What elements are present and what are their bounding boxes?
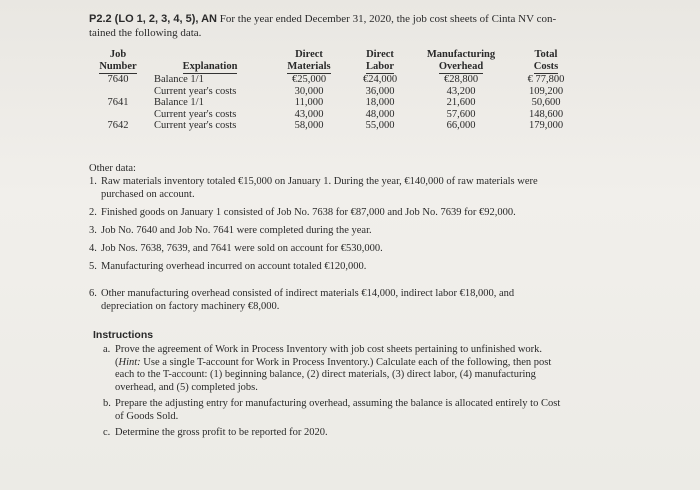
- instruction-b: b. Prepare the adjusting entry for manufacturing overhead, assuming the balance is allocated entirely to Cost of Goods Sold.: [103, 398, 561, 422]
- problem-intro-cont: tained the following data.: [89, 27, 202, 39]
- instruction-a: a. Prove the agreement of Work in Process Inventory with job cost sheets pertaining to unfinished work. (Hint: Use a single T-account for Work in Process Inventory.) Calculate each of the following, then post each to the T-account: (1) beginning balance, (2) direct materials, (3) direct labor, (4) manufacturing overhead, and (5) completed jobs.: [103, 344, 552, 393]
- other-data-section: [89, 162, 559, 318]
- list-item: 6. Other manufacturing overhead consisted of indirect materials €14,000, indirect labor €18,000, and depreciation on factory machinery €8,000.: [89, 288, 515, 312]
- table-row: 7641 Balance 1/1 Current year's costs 11,000 43,000 18,000 48,000 21,600 57,600 50,600 148,600: [107, 97, 564, 120]
- table-row: 7640 Balance 1/1 Current year's costs €25,000 30,000 €24,000 36,000 €28,800 43,200 € 77,800 109,200: [107, 74, 565, 97]
- col-manufacturing-overhead: Manufacturing Overhead: [412, 49, 510, 74]
- col-direct-labor: Direct Labor: [348, 49, 412, 74]
- instructions-section: [103, 344, 563, 444]
- list-item: 4. Job Nos. 7638, 7639, and 7641 were sold on account for €530,000.: [89, 243, 383, 254]
- problem-code: P2.2 (LO 1, 2, 3, 4, 5), AN: [89, 13, 217, 25]
- list-item: 3. Job No. 7640 and Job No. 7641 were completed during the year.: [89, 225, 372, 236]
- list-item: 5. Manufacturing overhead incurred on account totaled €120,000.: [89, 261, 367, 272]
- col-total-costs: Total Costs: [510, 49, 582, 74]
- list-item: 2. Finished goods on January 1 consisted of Job No. 7638 for €87,000 and Job No. 7639 for €92,000.: [89, 207, 516, 218]
- other-data-title: Other data:: [89, 163, 136, 174]
- table-header-row: [86, 49, 582, 74]
- table-row: 7642 Current year's costs 58,000 55,000 66,000 179,000: [107, 120, 564, 131]
- list-item: 1. Raw materials inventory totaled €15,000 on January 1. During the year, €140,000 of raw materials were purchased on account.: [89, 176, 538, 200]
- problem-heading: [89, 12, 559, 40]
- col-job-number: Job Number: [86, 49, 150, 74]
- instruction-c: c. Determine the gross profit to be reported for 2020.: [103, 427, 328, 438]
- problem-intro: For the year ended December 31, 2020, the job cost sheets of Cinta NV con-: [219, 13, 557, 25]
- col-explanation: Explanation: [150, 49, 270, 74]
- other-data-list: [89, 175, 559, 313]
- col-direct-materials: Direct Materials: [270, 49, 348, 74]
- instructions-title: Instructions: [93, 329, 154, 341]
- job-cost-table: [86, 49, 582, 132]
